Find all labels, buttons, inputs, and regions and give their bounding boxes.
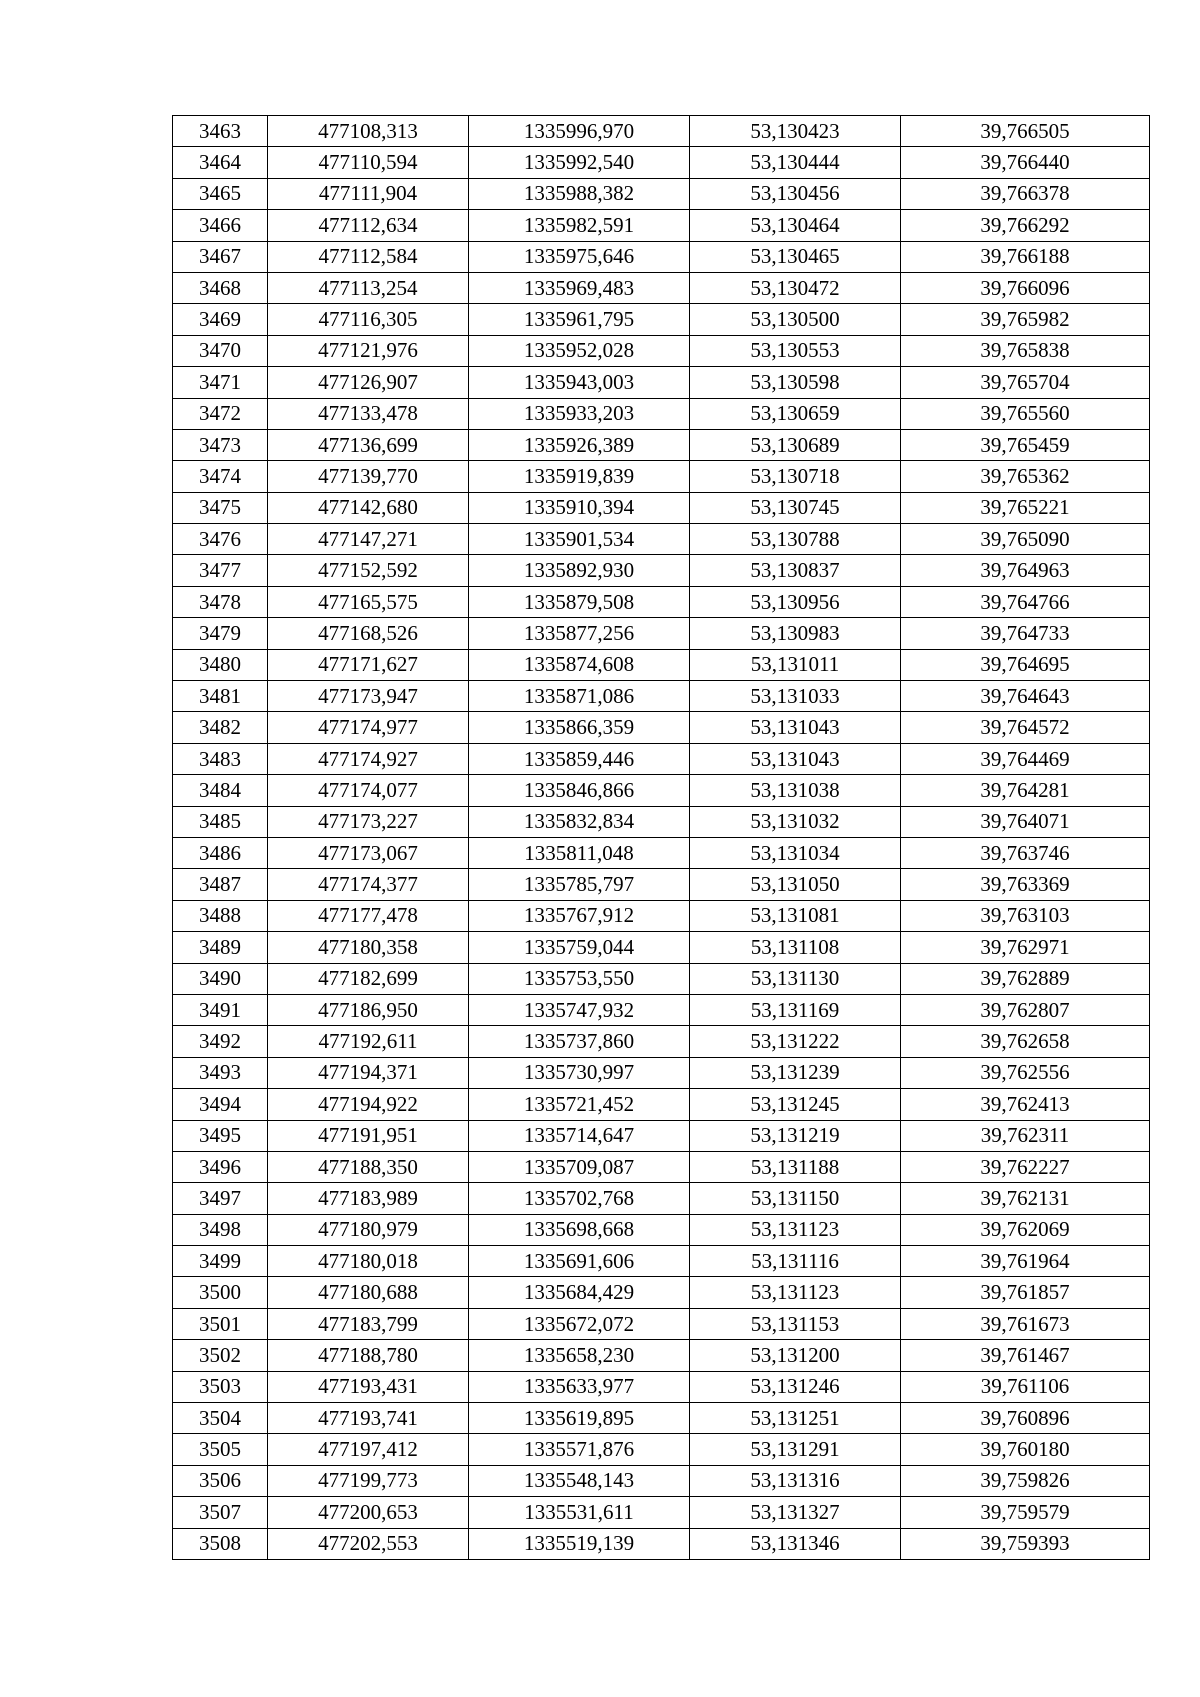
point-number-cell: 3466 (173, 210, 268, 241)
y-coordinate-cell: 1335709,087 (469, 1151, 690, 1182)
latitude-cell: 53,131291 (690, 1434, 901, 1465)
latitude-cell: 53,131239 (690, 1057, 901, 1088)
latitude-cell: 53,130956 (690, 586, 901, 617)
latitude-cell: 53,131245 (690, 1089, 901, 1120)
table-row (173, 555, 1150, 586)
y-coordinate-cell: 1335879,508 (469, 586, 690, 617)
point-number-cell: 3479 (173, 618, 268, 649)
longitude-cell: 39,766378 (901, 178, 1150, 209)
y-coordinate-cell: 1335933,203 (469, 398, 690, 429)
table-row (173, 712, 1150, 743)
longitude-cell: 39,762069 (901, 1214, 1150, 1245)
y-coordinate-cell: 1335910,394 (469, 492, 690, 523)
latitude-cell: 53,131130 (690, 963, 901, 994)
point-number-cell: 3505 (173, 1434, 268, 1465)
longitude-cell: 39,763103 (901, 900, 1150, 931)
point-number-cell: 3504 (173, 1403, 268, 1434)
latitude-cell: 53,130788 (690, 524, 901, 555)
latitude-cell: 53,131123 (690, 1277, 901, 1308)
latitude-cell: 53,131108 (690, 932, 901, 963)
y-coordinate-cell: 1335859,446 (469, 743, 690, 774)
table-row (173, 272, 1150, 303)
latitude-cell: 53,130500 (690, 304, 901, 335)
longitude-cell: 39,761964 (901, 1246, 1150, 1277)
x-coordinate-cell: 477192,611 (268, 1026, 469, 1057)
table-row (173, 1371, 1150, 1402)
point-number-cell: 3506 (173, 1465, 268, 1496)
longitude-cell: 39,762807 (901, 994, 1150, 1025)
point-number-cell: 3468 (173, 272, 268, 303)
x-coordinate-cell: 477193,741 (268, 1403, 469, 1434)
y-coordinate-cell: 1335961,795 (469, 304, 690, 335)
point-number-cell: 3480 (173, 649, 268, 680)
latitude-cell: 53,130598 (690, 367, 901, 398)
point-number-cell: 3481 (173, 681, 268, 712)
x-coordinate-cell: 477165,575 (268, 586, 469, 617)
x-coordinate-cell: 477193,431 (268, 1371, 469, 1402)
y-coordinate-cell: 1335730,997 (469, 1057, 690, 1088)
table-row (173, 1089, 1150, 1120)
point-number-cell: 3469 (173, 304, 268, 335)
table-row (173, 618, 1150, 649)
x-coordinate-cell: 477142,680 (268, 492, 469, 523)
x-coordinate-cell: 477173,067 (268, 837, 469, 868)
y-coordinate-cell: 1335519,139 (469, 1528, 690, 1559)
y-coordinate-cell: 1335901,534 (469, 524, 690, 555)
y-coordinate-cell: 1335871,086 (469, 681, 690, 712)
table-row (173, 210, 1150, 241)
table-row (173, 837, 1150, 868)
point-number-cell: 3474 (173, 461, 268, 492)
x-coordinate-cell: 477197,412 (268, 1434, 469, 1465)
latitude-cell: 53,131188 (690, 1151, 901, 1182)
point-number-cell: 3490 (173, 963, 268, 994)
longitude-cell: 39,759826 (901, 1465, 1150, 1496)
y-coordinate-cell: 1335548,143 (469, 1465, 690, 1496)
point-number-cell: 3464 (173, 147, 268, 178)
point-number-cell: 3487 (173, 869, 268, 900)
x-coordinate-cell: 477183,799 (268, 1308, 469, 1339)
x-coordinate-cell: 477194,371 (268, 1057, 469, 1088)
latitude-cell: 53,130472 (690, 272, 901, 303)
longitude-cell: 39,764733 (901, 618, 1150, 649)
latitude-cell: 53,131043 (690, 712, 901, 743)
x-coordinate-cell: 477126,907 (268, 367, 469, 398)
table-row (173, 775, 1150, 806)
y-coordinate-cell: 1335721,452 (469, 1089, 690, 1120)
y-coordinate-cell: 1335877,256 (469, 618, 690, 649)
point-number-cell: 3501 (173, 1308, 268, 1339)
latitude-cell: 53,131316 (690, 1465, 901, 1496)
x-coordinate-cell: 477186,950 (268, 994, 469, 1025)
y-coordinate-cell: 1335759,044 (469, 932, 690, 963)
y-coordinate-cell: 1335988,382 (469, 178, 690, 209)
table-row (173, 1434, 1150, 1465)
y-coordinate-cell: 1335996,970 (469, 116, 690, 147)
y-coordinate-cell: 1335892,930 (469, 555, 690, 586)
table-row (173, 994, 1150, 1025)
y-coordinate-cell: 1335943,003 (469, 367, 690, 398)
point-number-cell: 3476 (173, 524, 268, 555)
point-number-cell: 3498 (173, 1214, 268, 1245)
point-number-cell: 3485 (173, 806, 268, 837)
table-row (173, 492, 1150, 523)
longitude-cell: 39,764572 (901, 712, 1150, 743)
point-number-cell: 3475 (173, 492, 268, 523)
table-row (173, 1340, 1150, 1371)
longitude-cell: 39,762227 (901, 1151, 1150, 1182)
point-number-cell: 3494 (173, 1089, 268, 1120)
y-coordinate-cell: 1335531,611 (469, 1497, 690, 1528)
longitude-cell: 39,760180 (901, 1434, 1150, 1465)
x-coordinate-cell: 477112,634 (268, 210, 469, 241)
table-row (173, 524, 1150, 555)
longitude-cell: 39,762971 (901, 932, 1150, 963)
x-coordinate-cell: 477182,699 (268, 963, 469, 994)
y-coordinate-cell: 1335658,230 (469, 1340, 690, 1371)
longitude-cell: 39,765362 (901, 461, 1150, 492)
longitude-cell: 39,766440 (901, 147, 1150, 178)
x-coordinate-cell: 477177,478 (268, 900, 469, 931)
point-number-cell: 3477 (173, 555, 268, 586)
point-number-cell: 3488 (173, 900, 268, 931)
longitude-cell: 39,766505 (901, 116, 1150, 147)
point-number-cell: 3496 (173, 1151, 268, 1182)
y-coordinate-cell: 1335832,834 (469, 806, 690, 837)
table-row (173, 1120, 1150, 1151)
longitude-cell: 39,764643 (901, 681, 1150, 712)
latitude-cell: 53,131011 (690, 649, 901, 680)
y-coordinate-cell: 1335633,977 (469, 1371, 690, 1402)
y-coordinate-cell: 1335846,866 (469, 775, 690, 806)
latitude-cell: 53,130718 (690, 461, 901, 492)
point-number-cell: 3472 (173, 398, 268, 429)
table-row (173, 869, 1150, 900)
x-coordinate-cell: 477199,773 (268, 1465, 469, 1496)
table-row (173, 178, 1150, 209)
table-row (173, 367, 1150, 398)
latitude-cell: 53,131050 (690, 869, 901, 900)
x-coordinate-cell: 477200,653 (268, 1497, 469, 1528)
longitude-cell: 39,761673 (901, 1308, 1150, 1339)
latitude-cell: 53,130423 (690, 116, 901, 147)
x-coordinate-cell: 477174,927 (268, 743, 469, 774)
longitude-cell: 39,762413 (901, 1089, 1150, 1120)
table-row (173, 241, 1150, 272)
table-row (173, 1528, 1150, 1559)
longitude-cell: 39,759393 (901, 1528, 1150, 1559)
longitude-cell: 39,765221 (901, 492, 1150, 523)
x-coordinate-cell: 477174,077 (268, 775, 469, 806)
longitude-cell: 39,762658 (901, 1026, 1150, 1057)
x-coordinate-cell: 477147,271 (268, 524, 469, 555)
x-coordinate-cell: 477121,976 (268, 335, 469, 366)
table-row (173, 1214, 1150, 1245)
x-coordinate-cell: 477180,358 (268, 932, 469, 963)
x-coordinate-cell: 477188,780 (268, 1340, 469, 1371)
longitude-cell: 39,765838 (901, 335, 1150, 366)
longitude-cell: 39,764963 (901, 555, 1150, 586)
latitude-cell: 53,131116 (690, 1246, 901, 1277)
longitude-cell: 39,765704 (901, 367, 1150, 398)
table-row (173, 335, 1150, 366)
longitude-cell: 39,765090 (901, 524, 1150, 555)
y-coordinate-cell: 1335737,860 (469, 1026, 690, 1057)
latitude-cell: 53,131346 (690, 1528, 901, 1559)
y-coordinate-cell: 1335785,797 (469, 869, 690, 900)
point-number-cell: 3492 (173, 1026, 268, 1057)
x-coordinate-cell: 477180,688 (268, 1277, 469, 1308)
x-coordinate-cell: 477168,526 (268, 618, 469, 649)
table-row (173, 681, 1150, 712)
table-row (173, 1308, 1150, 1339)
point-number-cell: 3470 (173, 335, 268, 366)
latitude-cell: 53,131200 (690, 1340, 901, 1371)
y-coordinate-cell: 1335866,359 (469, 712, 690, 743)
latitude-cell: 53,130689 (690, 429, 901, 460)
longitude-cell: 39,766096 (901, 272, 1150, 303)
y-coordinate-cell: 1335969,483 (469, 272, 690, 303)
table-row (173, 304, 1150, 335)
point-number-cell: 3482 (173, 712, 268, 743)
latitude-cell: 53,130745 (690, 492, 901, 523)
latitude-cell: 53,130837 (690, 555, 901, 586)
table-row (173, 429, 1150, 460)
x-coordinate-cell: 477188,350 (268, 1151, 469, 1182)
table-row (173, 116, 1150, 147)
point-number-cell: 3508 (173, 1528, 268, 1559)
x-coordinate-cell: 477111,904 (268, 178, 469, 209)
point-number-cell: 3473 (173, 429, 268, 460)
latitude-cell: 53,131169 (690, 994, 901, 1025)
point-number-cell: 3489 (173, 932, 268, 963)
longitude-cell: 39,764071 (901, 806, 1150, 837)
y-coordinate-cell: 1335672,072 (469, 1308, 690, 1339)
point-number-cell: 3463 (173, 116, 268, 147)
y-coordinate-cell: 1335753,550 (469, 963, 690, 994)
latitude-cell: 53,130659 (690, 398, 901, 429)
y-coordinate-cell: 1335747,932 (469, 994, 690, 1025)
longitude-cell: 39,763369 (901, 869, 1150, 900)
x-coordinate-cell: 477180,018 (268, 1246, 469, 1277)
x-coordinate-cell: 477183,989 (268, 1183, 469, 1214)
y-coordinate-cell: 1335684,429 (469, 1277, 690, 1308)
x-coordinate-cell: 477112,584 (268, 241, 469, 272)
latitude-cell: 53,130983 (690, 618, 901, 649)
table-row (173, 806, 1150, 837)
table-row (173, 900, 1150, 931)
point-number-cell: 3497 (173, 1183, 268, 1214)
table-row (173, 1057, 1150, 1088)
longitude-cell: 39,765560 (901, 398, 1150, 429)
table-row (173, 1277, 1150, 1308)
latitude-cell: 53,131219 (690, 1120, 901, 1151)
longitude-cell: 39,762889 (901, 963, 1150, 994)
latitude-cell: 53,131081 (690, 900, 901, 931)
table-row (173, 1497, 1150, 1528)
x-coordinate-cell: 477116,305 (268, 304, 469, 335)
x-coordinate-cell: 477152,592 (268, 555, 469, 586)
table-row (173, 963, 1150, 994)
y-coordinate-cell: 1335767,912 (469, 900, 690, 931)
point-number-cell: 3467 (173, 241, 268, 272)
y-coordinate-cell: 1335952,028 (469, 335, 690, 366)
x-coordinate-cell: 477108,313 (268, 116, 469, 147)
latitude-cell: 53,131034 (690, 837, 901, 868)
x-coordinate-cell: 477113,254 (268, 272, 469, 303)
y-coordinate-cell: 1335926,389 (469, 429, 690, 460)
coordinates-table-body (173, 116, 1150, 1560)
x-coordinate-cell: 477202,553 (268, 1528, 469, 1559)
point-number-cell: 3499 (173, 1246, 268, 1277)
latitude-cell: 53,131327 (690, 1497, 901, 1528)
point-number-cell: 3478 (173, 586, 268, 617)
longitude-cell: 39,765459 (901, 429, 1150, 460)
point-number-cell: 3465 (173, 178, 268, 209)
table-row (173, 461, 1150, 492)
latitude-cell: 53,130444 (690, 147, 901, 178)
point-number-cell: 3486 (173, 837, 268, 868)
y-coordinate-cell: 1335571,876 (469, 1434, 690, 1465)
x-coordinate-cell: 477171,627 (268, 649, 469, 680)
x-coordinate-cell: 477180,979 (268, 1214, 469, 1245)
table-row (173, 1403, 1150, 1434)
longitude-cell: 39,764281 (901, 775, 1150, 806)
latitude-cell: 53,131150 (690, 1183, 901, 1214)
latitude-cell: 53,131043 (690, 743, 901, 774)
longitude-cell: 39,766292 (901, 210, 1150, 241)
latitude-cell: 53,131033 (690, 681, 901, 712)
point-number-cell: 3502 (173, 1340, 268, 1371)
latitude-cell: 53,131153 (690, 1308, 901, 1339)
latitude-cell: 53,131123 (690, 1214, 901, 1245)
longitude-cell: 39,761106 (901, 1371, 1150, 1402)
latitude-cell: 53,130464 (690, 210, 901, 241)
x-coordinate-cell: 477173,947 (268, 681, 469, 712)
table-row (173, 649, 1150, 680)
x-coordinate-cell: 477133,478 (268, 398, 469, 429)
latitude-cell: 53,131038 (690, 775, 901, 806)
point-number-cell: 3471 (173, 367, 268, 398)
table-row (173, 932, 1150, 963)
point-number-cell: 3493 (173, 1057, 268, 1088)
longitude-cell: 39,759579 (901, 1497, 1150, 1528)
latitude-cell: 53,130465 (690, 241, 901, 272)
y-coordinate-cell: 1335702,768 (469, 1183, 690, 1214)
point-number-cell: 3495 (173, 1120, 268, 1151)
longitude-cell: 39,760896 (901, 1403, 1150, 1434)
x-coordinate-cell: 477194,922 (268, 1089, 469, 1120)
longitude-cell: 39,762131 (901, 1183, 1150, 1214)
longitude-cell: 39,761857 (901, 1277, 1150, 1308)
point-number-cell: 3491 (173, 994, 268, 1025)
longitude-cell: 39,761467 (901, 1340, 1150, 1371)
table-row (173, 743, 1150, 774)
y-coordinate-cell: 1335919,839 (469, 461, 690, 492)
table-row (173, 1246, 1150, 1277)
x-coordinate-cell: 477139,770 (268, 461, 469, 492)
point-number-cell: 3484 (173, 775, 268, 806)
table-row (173, 398, 1150, 429)
y-coordinate-cell: 1335619,895 (469, 1403, 690, 1434)
y-coordinate-cell: 1335975,646 (469, 241, 690, 272)
point-number-cell: 3500 (173, 1277, 268, 1308)
latitude-cell: 53,130553 (690, 335, 901, 366)
x-coordinate-cell: 477174,977 (268, 712, 469, 743)
y-coordinate-cell: 1335992,540 (469, 147, 690, 178)
latitude-cell: 53,131246 (690, 1371, 901, 1402)
longitude-cell: 39,766188 (901, 241, 1150, 272)
y-coordinate-cell: 1335982,591 (469, 210, 690, 241)
y-coordinate-cell: 1335811,048 (469, 837, 690, 868)
point-number-cell: 3503 (173, 1371, 268, 1402)
y-coordinate-cell: 1335874,608 (469, 649, 690, 680)
latitude-cell: 53,131251 (690, 1403, 901, 1434)
y-coordinate-cell: 1335698,668 (469, 1214, 690, 1245)
x-coordinate-cell: 477174,377 (268, 869, 469, 900)
longitude-cell: 39,764695 (901, 649, 1150, 680)
table-row (173, 1183, 1150, 1214)
y-coordinate-cell: 1335714,647 (469, 1120, 690, 1151)
point-number-cell: 3483 (173, 743, 268, 774)
longitude-cell: 39,764469 (901, 743, 1150, 774)
longitude-cell: 39,764766 (901, 586, 1150, 617)
x-coordinate-cell: 477173,227 (268, 806, 469, 837)
table-row (173, 586, 1150, 617)
table-row (173, 1465, 1150, 1496)
x-coordinate-cell: 477110,594 (268, 147, 469, 178)
longitude-cell: 39,762556 (901, 1057, 1150, 1088)
table-row (173, 1026, 1150, 1057)
table-row (173, 147, 1150, 178)
latitude-cell: 53,130456 (690, 178, 901, 209)
longitude-cell: 39,762311 (901, 1120, 1150, 1151)
table-row (173, 1151, 1150, 1182)
coordinates-table (172, 115, 1150, 1560)
x-coordinate-cell: 477191,951 (268, 1120, 469, 1151)
longitude-cell: 39,763746 (901, 837, 1150, 868)
latitude-cell: 53,131222 (690, 1026, 901, 1057)
x-coordinate-cell: 477136,699 (268, 429, 469, 460)
longitude-cell: 39,765982 (901, 304, 1150, 335)
latitude-cell: 53,131032 (690, 806, 901, 837)
y-coordinate-cell: 1335691,606 (469, 1246, 690, 1277)
point-number-cell: 3507 (173, 1497, 268, 1528)
